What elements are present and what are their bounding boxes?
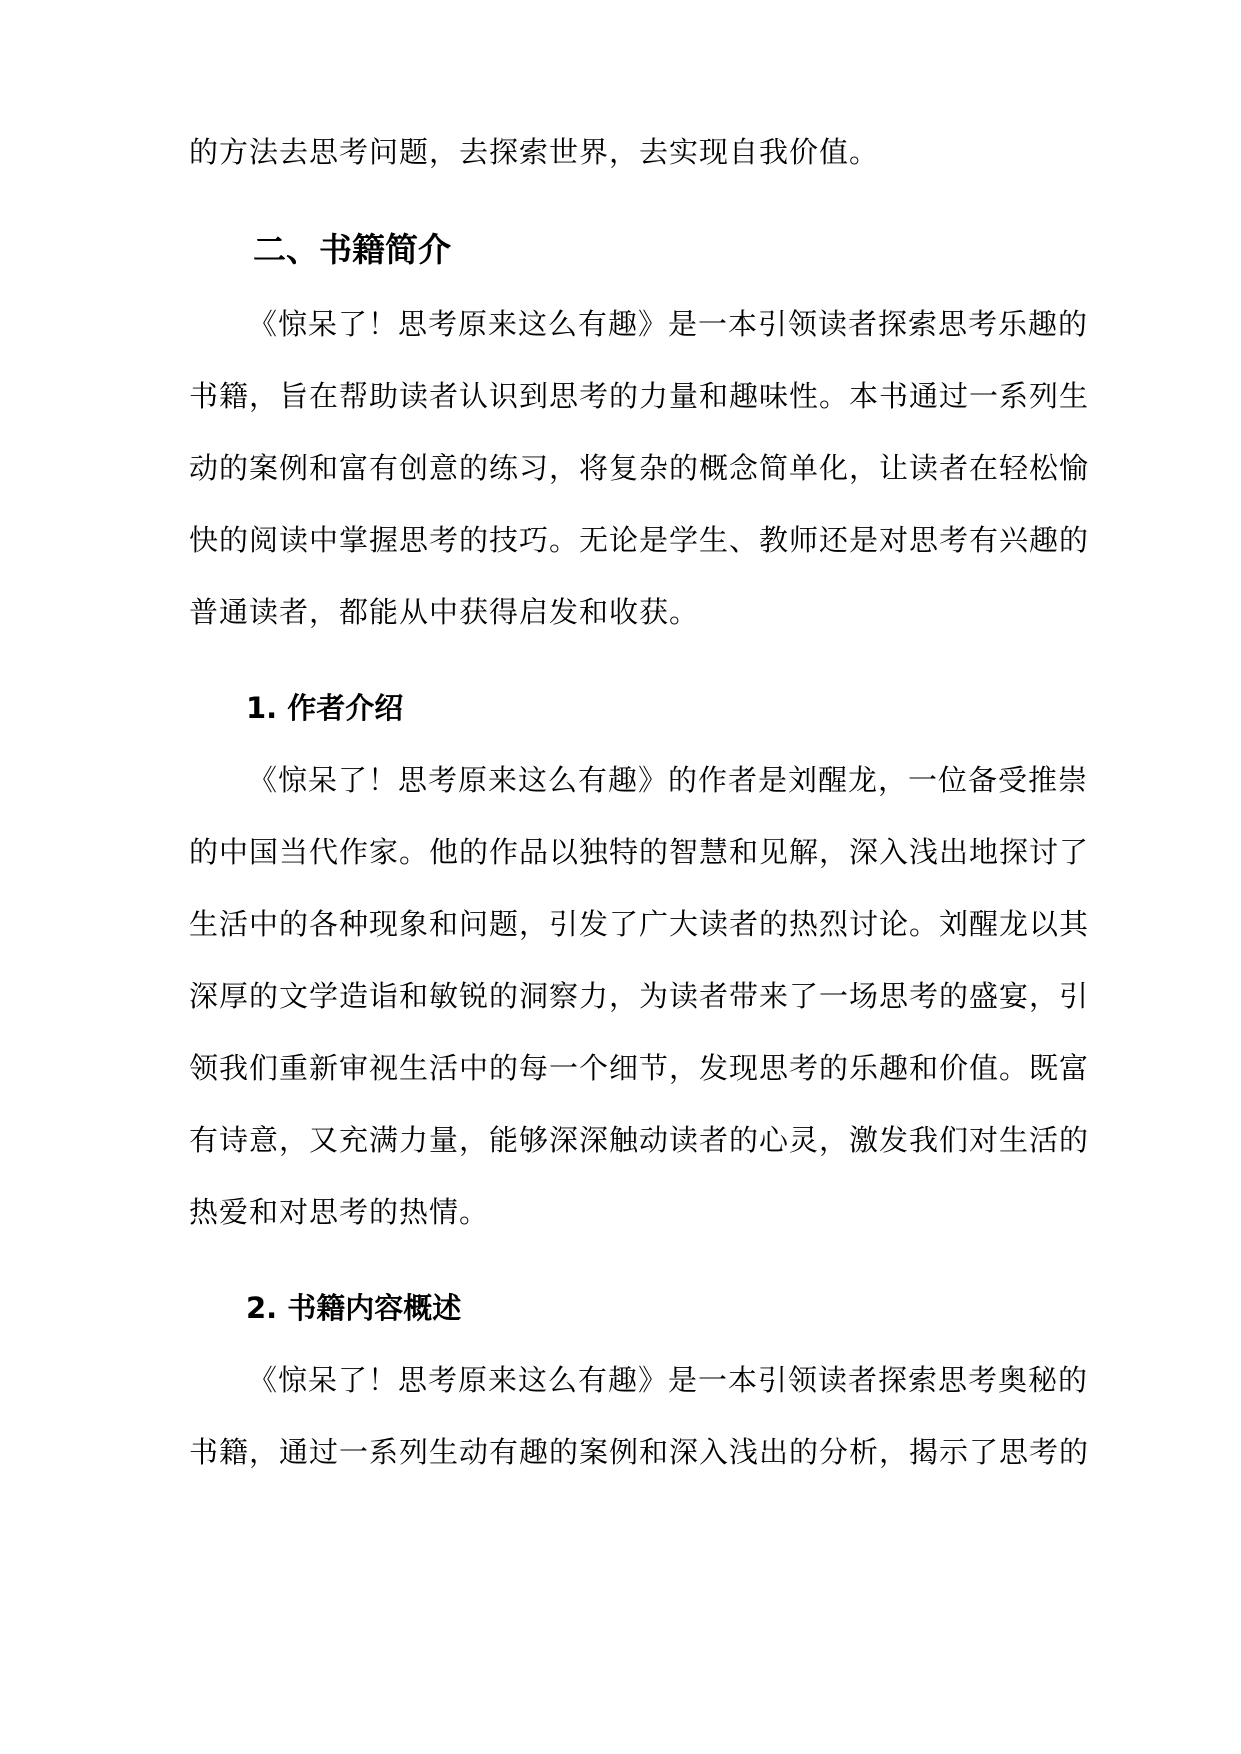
paragraph-line: 有诗意，又充满力量，能够深深触动读者的心灵，激发我们对生活的 bbox=[189, 1123, 1090, 1157]
paragraph-line: 书籍，通过一系列生动有趣的案例和深入浅出的分析，揭示了思考的 bbox=[189, 1435, 1090, 1469]
paragraph-line: 生活中的各种现象和问题，引发了广大读者的热烈讨论。刘醒龙以其 bbox=[189, 907, 1090, 941]
paragraph-line: 《惊呆了！思考原来这么有趣》是一本引领读者探索思考奥秘的 bbox=[248, 1363, 1089, 1397]
paragraph-line: 深厚的文学造诣和敏锐的洞察力，为读者带来了一场思考的盛宴，引 bbox=[189, 979, 1090, 1013]
paragraph-line: 领我们重新审视生活中的每一个细节，发现思考的乐趣和价值。既富 bbox=[189, 1051, 1090, 1085]
subsection-heading-content-overview: 2. 书籍内容概述 bbox=[246, 1291, 462, 1325]
paragraph-line: 快的阅读中掌握思考的技巧。无论是学生、教师还是对思考有兴趣的 bbox=[189, 523, 1090, 557]
paragraph-line: 热爱和对思考的热情。 bbox=[189, 1195, 490, 1229]
paragraph-line: 书籍，旨在帮助读者认识到思考的力量和趣味性。本书通过一系列生 bbox=[189, 379, 1090, 413]
paragraph-line: 普通读者，都能从中获得启发和收获。 bbox=[189, 595, 700, 629]
paragraph-line: 动的案例和富有创意的练习，将复杂的概念简单化，让读者在轻松愉 bbox=[189, 451, 1090, 485]
subsection-heading-author: 1. 作者介绍 bbox=[246, 691, 404, 725]
section-heading: 二、书籍简介 bbox=[253, 230, 451, 269]
paragraph-line: 《惊呆了！思考原来这么有趣》是一本引领读者探索思考乐趣的 bbox=[248, 307, 1089, 341]
paragraph-line: 的方法去思考问题，去探索世界，去实现自我价值。 bbox=[189, 135, 880, 169]
paragraph-line: 的中国当代作家。他的作品以独特的智慧和见解，深入浅出地探讨了 bbox=[189, 835, 1090, 869]
paragraph-line: 《惊呆了！思考原来这么有趣》的作者是刘醒龙，一位备受推崇 bbox=[248, 763, 1089, 797]
